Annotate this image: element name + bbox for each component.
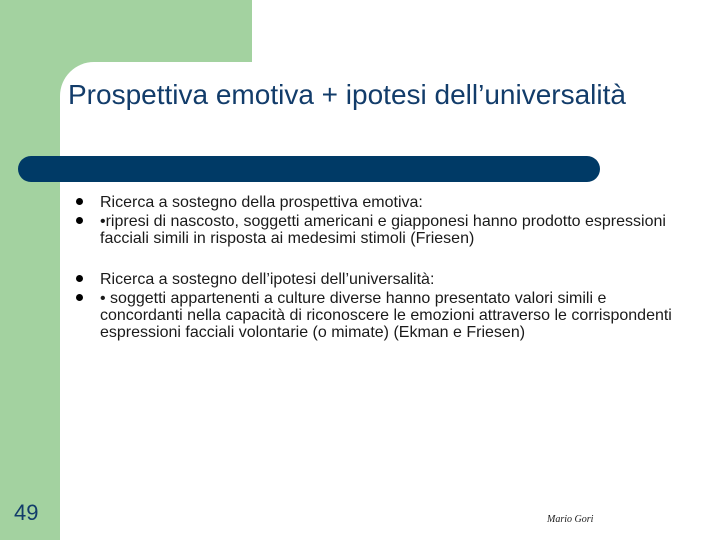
decor-green-left	[0, 0, 60, 540]
page-number: 49	[14, 500, 39, 525]
title-underline-bar	[18, 156, 600, 182]
bullet-dot-icon	[76, 275, 83, 282]
bullet-item	[76, 194, 686, 211]
bullet-dot-icon	[76, 198, 83, 205]
author-signature: Mario Gori	[547, 514, 594, 525]
bullet-item	[76, 213, 686, 247]
bullet-dot-icon	[76, 294, 83, 301]
bullet-list	[76, 194, 686, 343]
bullet-text: •ripresi di nascosto, soggetti americani e giapponesi hanno prodotto espressioni facciali simili in risposta ai medesimi stimoli (Friesen)	[100, 213, 666, 247]
bullet-text: • soggetti appartenenti a culture diverse hanno presentato valori simili e concordanti nella capacità di riconoscere le emozioni attraverso le corrispondenti espressioni facciali volontarie (o mimate) (Ekman e Friesen)	[100, 290, 672, 341]
bullet-text: Ricerca a sostegno della prospettiva emotiva:	[100, 194, 423, 211]
bullet-dot-icon	[76, 217, 83, 224]
slide-title: Prospettiva emotiva + ipotesi dell’universalità	[68, 79, 626, 110]
bullet-text: Ricerca a sostegno dell’ipotesi dell’universalità:	[100, 271, 435, 288]
bullet-item	[76, 290, 686, 341]
bullet-item	[76, 271, 686, 288]
